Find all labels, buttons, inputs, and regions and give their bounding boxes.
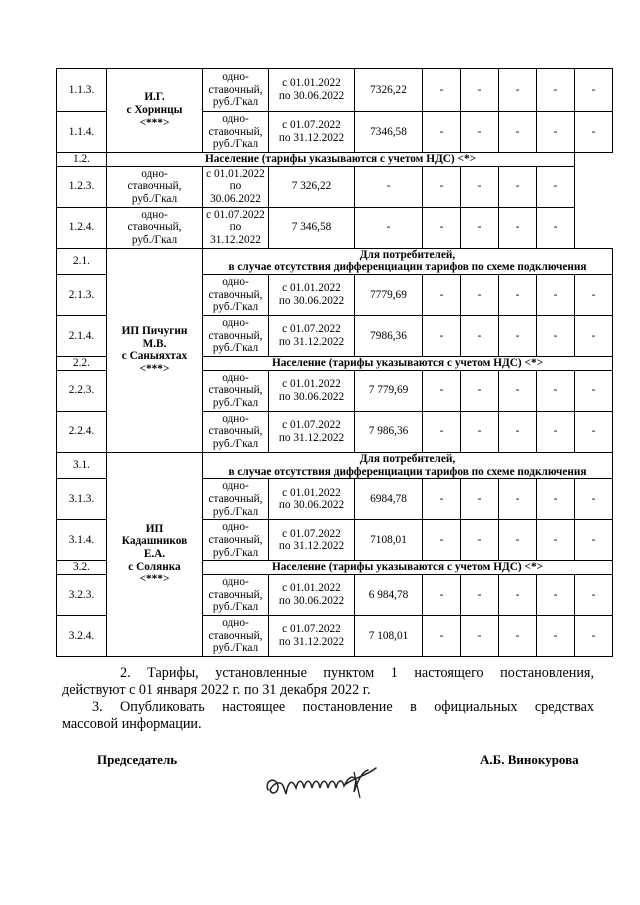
tariff-period	[269, 112, 355, 153]
empty-value-dash: -	[537, 615, 575, 656]
tariff-period	[269, 574, 355, 615]
group-header	[203, 452, 613, 478]
row-number: 1.2.4.	[57, 207, 107, 248]
empty-value-dash: -	[423, 207, 461, 248]
empty-value-dash: -	[423, 69, 461, 112]
empty-value-dash: -	[423, 316, 461, 357]
empty-value-dash: -	[423, 370, 461, 411]
row-number: 3.2.	[57, 561, 107, 575]
tariff-period-line: по 31.12.2022	[278, 635, 345, 648]
tariff-unit-line: одно-	[222, 480, 249, 493]
empty-value-dash: -	[461, 520, 499, 561]
group-header	[203, 248, 613, 274]
empty-value-dash: -	[423, 615, 461, 656]
tariff-unit-line: ставочный,	[127, 180, 182, 193]
organization-cell	[107, 248, 203, 452]
empty-value-dash: -	[575, 615, 613, 656]
tariff-unit	[203, 520, 269, 561]
row-number: 1.2.	[57, 153, 107, 167]
empty-value-dash: -	[461, 166, 499, 207]
empty-value-dash: -	[461, 479, 499, 520]
signatory-role: Председатель	[97, 752, 178, 767]
tariff-unit-line: руб./Гкал	[212, 342, 259, 355]
tariff-unit-line: одно-	[222, 317, 249, 330]
empty-value-dash: -	[575, 411, 613, 452]
tariff-unit-line: руб./Гкал	[212, 546, 259, 559]
empty-value-dash: -	[575, 479, 613, 520]
row-number: 1.2.3.	[57, 166, 107, 207]
row-number: 3.2.4.	[57, 615, 107, 656]
tariff-unit	[203, 112, 269, 153]
paragraph-3-line-2: массовой информации.	[62, 716, 202, 732]
table-row	[57, 153, 613, 167]
organization-line: с Саныяхтах	[121, 350, 188, 363]
tariff-period-line: по 31.12.2022	[278, 132, 345, 144]
tariff-period-line: по 30.06.2022	[278, 390, 345, 403]
tariff-unit-line: руб./Гкал	[212, 642, 259, 655]
empty-value-dash: -	[537, 69, 575, 112]
signatory-name: А.Б. Винокурова	[480, 752, 579, 767]
tariff-period-line: по 31.12.2022	[210, 221, 261, 247]
tariff-period	[269, 316, 355, 357]
tariff-period-line: с 01.01.2022	[206, 167, 265, 180]
empty-value-dash: -	[575, 112, 613, 153]
paragraph-3-cont	[62, 716, 594, 733]
tariff-unit-line: ставочный,	[127, 221, 182, 234]
tariff-unit-line: одно-	[222, 112, 249, 125]
tariff-period-line: с 01.01.2022	[282, 282, 341, 295]
tariff-period-line: по 31.12.2022	[278, 336, 345, 349]
empty-value-dash: -	[461, 69, 499, 112]
empty-value-dash: -	[461, 207, 499, 248]
empty-value-dash: -	[537, 411, 575, 452]
tariff-unit-line: одно-	[222, 521, 249, 534]
group-header-line: Для потребителей,	[359, 452, 456, 465]
tariff-unit	[107, 166, 203, 207]
tariff-unit-line: одно-	[222, 70, 249, 83]
organization-line: <***>	[139, 116, 170, 129]
tariff-value: 7 346,58	[269, 207, 355, 248]
organization-cell	[107, 69, 203, 153]
organization-line: Е.А.	[143, 548, 166, 561]
tariff-period-line: с 01.07.2022	[282, 623, 341, 636]
tariff-unit	[203, 316, 269, 357]
tariff-unit-line: ставочный,	[208, 588, 263, 601]
group-header-line: в случае отсутствия дифференциации тарифов по схеме подключения	[228, 465, 587, 478]
empty-value-dash: -	[355, 207, 423, 248]
organization-line: <***>	[139, 362, 170, 375]
tariff-period-line: с 01.01.2022	[282, 378, 341, 391]
tariff-unit-line: ставочный,	[208, 492, 263, 505]
empty-value-dash: -	[575, 370, 613, 411]
empty-value-dash: -	[537, 370, 575, 411]
tariff-period	[203, 207, 269, 248]
empty-value-dash: -	[499, 316, 537, 357]
organization-line: Кадашников	[121, 535, 188, 548]
row-number: 2.1.3.	[57, 275, 107, 316]
empty-value-dash: -	[423, 275, 461, 316]
tariff-period-line: с 01.07.2022	[282, 119, 341, 132]
paragraph-2-line-2: действуют с 01 января 2022 г. по 31 декабря 2022 г.	[62, 682, 371, 698]
row-number: 3.2.3.	[57, 574, 107, 615]
empty-value-dash: -	[499, 411, 537, 452]
tariff-unit	[203, 275, 269, 316]
row-number: 3.1.4.	[57, 520, 107, 561]
group-header-line: Для потребителей,	[359, 248, 456, 261]
tariff-unit-line: одно-	[222, 371, 249, 384]
organization-line: И.Г.	[144, 91, 165, 104]
group-header-line: в случае отсутствия дифференциации тарифов по схеме подключения	[228, 261, 587, 274]
tariff-unit-line: ставочный,	[208, 533, 263, 546]
empty-value-dash: -	[537, 479, 575, 520]
tariff-period-line: с 01.01.2022	[282, 486, 341, 499]
empty-value-dash: -	[499, 207, 537, 248]
row-number: 1.1.4.	[57, 112, 107, 153]
tariff-value: 7 108,01	[355, 615, 423, 656]
tariff-unit-line: руб./Гкал	[212, 438, 259, 451]
tariff-table	[56, 68, 613, 657]
tariff-unit-line: одно-	[222, 616, 249, 629]
tariff-value: 6984,78	[355, 479, 423, 520]
empty-value-dash: -	[461, 411, 499, 452]
tariff-period-line: по 30.06.2022	[278, 594, 345, 607]
row-number: 2.1.	[57, 248, 107, 274]
row-number: 3.1.	[57, 452, 107, 478]
row-number: 1.1.3.	[57, 69, 107, 112]
empty-value-dash: -	[461, 370, 499, 411]
empty-value-dash: -	[499, 166, 537, 207]
tariff-period-line: с 01.07.2022	[282, 419, 341, 432]
table-row	[57, 248, 613, 274]
tariff-unit-line: одно-	[141, 208, 168, 221]
tariff-period-line: по 31.12.2022	[278, 540, 345, 553]
organization-line: с Хоринцы	[126, 104, 183, 117]
tariff-period-line: по 30.06.2022	[210, 180, 261, 206]
tariff-unit-line: ставочный,	[208, 425, 263, 438]
table-row	[57, 166, 613, 207]
paragraph-2-cont	[62, 682, 594, 699]
empty-value-dash: -	[499, 370, 537, 411]
tariff-unit-line: руб./Гкал	[131, 234, 178, 247]
tariff-period-line: по 30.06.2022	[278, 295, 345, 308]
tariff-value: 6 984,78	[355, 574, 423, 615]
tariff-value: 7108,01	[355, 520, 423, 561]
tariff-period	[269, 411, 355, 452]
organization-line: с Солянка	[128, 560, 181, 573]
row-number: 2.2.3.	[57, 370, 107, 411]
tariff-period	[269, 615, 355, 656]
tariff-unit-line: руб./Гкал	[212, 301, 259, 314]
tariff-period	[269, 69, 355, 112]
row-number: 2.2.4.	[57, 411, 107, 452]
tariff-unit-line: одно-	[222, 412, 249, 425]
tariff-period	[269, 520, 355, 561]
tariff-value: 7986,36	[355, 316, 423, 357]
empty-value-dash: -	[575, 275, 613, 316]
empty-value-dash: -	[461, 112, 499, 153]
empty-value-dash: -	[499, 574, 537, 615]
empty-value-dash: -	[423, 520, 461, 561]
tariff-unit-line: ставочный,	[208, 384, 263, 397]
empty-value-dash: -	[423, 166, 461, 207]
group-header: Население (тарифы указываются с учетом НДС) <*>	[107, 153, 575, 167]
empty-value-dash: -	[499, 615, 537, 656]
empty-value-dash: -	[461, 615, 499, 656]
empty-value-dash: -	[499, 69, 537, 112]
table-row	[57, 69, 613, 112]
empty-value-dash: -	[537, 112, 575, 153]
tariff-period-line: с 01.01.2022	[282, 77, 341, 90]
tariff-value: 7326,22	[355, 69, 423, 112]
organization-line: <***>	[139, 573, 170, 586]
tariff-period	[203, 166, 269, 207]
tariff-value: 7 326,22	[269, 166, 355, 207]
tariff-unit-line: ставочный,	[208, 83, 263, 96]
empty-value-dash: -	[423, 411, 461, 452]
row-number: 2.2.	[57, 357, 107, 371]
paragraph-2	[92, 665, 594, 682]
tariff-period-line: по 30.06.2022	[278, 90, 345, 102]
empty-value-dash: -	[461, 275, 499, 316]
handwritten-signature	[262, 758, 380, 806]
paragraph-3	[92, 699, 594, 716]
tariff-unit-line: руб./Гкал	[131, 193, 178, 206]
tariff-period-line: по 31.12.2022	[278, 431, 345, 444]
empty-value-dash: -	[575, 316, 613, 357]
tariff-unit-line: ставочный,	[208, 329, 263, 342]
tariff-unit-line: руб./Гкал	[212, 138, 259, 151]
empty-value-dash: -	[499, 275, 537, 316]
tariff-value: 7346,58	[355, 112, 423, 153]
paragraph-2-line-1: 2. Тарифы, установленные пунктом 1 настоящего постановления,	[120, 665, 594, 681]
organization-line: ИП Пичугин	[121, 324, 188, 337]
tariff-unit-line: одно-	[222, 575, 249, 588]
empty-value-dash: -	[355, 166, 423, 207]
empty-value-dash: -	[537, 166, 575, 207]
tariff-value: 7 986,36	[355, 411, 423, 452]
empty-value-dash: -	[423, 574, 461, 615]
tariff-period	[269, 370, 355, 411]
tariff-unit-line: одно-	[141, 167, 168, 180]
organization-line: ИП	[145, 522, 164, 535]
tariff-unit	[107, 207, 203, 248]
tariff-period-line: с 01.07.2022	[206, 208, 265, 221]
empty-value-dash: -	[423, 112, 461, 153]
tariff-unit	[203, 411, 269, 452]
tariff-unit-line: одно-	[222, 276, 249, 289]
tariff-unit-line: руб./Гкал	[212, 397, 259, 410]
tariff-unit-line: руб./Гкал	[212, 96, 259, 109]
empty-value-dash: -	[575, 69, 613, 112]
empty-value-dash: -	[461, 316, 499, 357]
organization-cell	[107, 452, 203, 656]
tariff-unit	[203, 615, 269, 656]
empty-value-dash: -	[499, 112, 537, 153]
tariff-period-line: с 01.01.2022	[282, 582, 341, 595]
tariff-unit-line: руб./Гкал	[212, 505, 259, 518]
group-header: Население (тарифы указываются с учетом НДС) <*>	[203, 357, 613, 371]
tariff-unit-line: ставочный,	[208, 629, 263, 642]
table-row	[57, 207, 613, 248]
tariff-period	[269, 479, 355, 520]
tariff-unit-line: руб./Гкал	[212, 601, 259, 614]
tariff-unit	[203, 370, 269, 411]
tariff-period-line: с 01.07.2022	[282, 527, 341, 540]
tariff-value: 7779,69	[355, 275, 423, 316]
empty-value-dash: -	[537, 316, 575, 357]
tariff-period-line: по 30.06.2022	[278, 499, 345, 512]
tariff-unit	[203, 479, 269, 520]
row-number: 3.1.3.	[57, 479, 107, 520]
empty-value-dash: -	[461, 574, 499, 615]
tariff-unit	[203, 69, 269, 112]
tariff-value: 7 779,69	[355, 370, 423, 411]
organization-line: М.В.	[142, 337, 167, 350]
tariff-unit	[203, 574, 269, 615]
empty-value-dash: -	[575, 574, 613, 615]
tariff-period-line: с 01.07.2022	[282, 323, 341, 336]
empty-value-dash: -	[537, 520, 575, 561]
table-row	[57, 452, 613, 478]
empty-value-dash: -	[575, 520, 613, 561]
tariff-unit-line: ставочный,	[208, 288, 263, 301]
empty-value-dash: -	[499, 520, 537, 561]
empty-value-dash: -	[423, 479, 461, 520]
empty-value-dash: -	[537, 275, 575, 316]
tariff-period	[269, 275, 355, 316]
empty-value-dash: -	[537, 207, 575, 248]
empty-value-dash: -	[499, 479, 537, 520]
group-header: Население (тарифы указываются с учетом НДС) <*>	[203, 561, 613, 575]
paragraph-3-line-1: 3. Опубликовать настоящее постановление в официальных средствах	[92, 699, 594, 715]
tariff-table-body	[57, 69, 613, 657]
row-number: 2.1.4.	[57, 316, 107, 357]
tariff-unit-line: ставочный,	[208, 125, 263, 138]
empty-value-dash: -	[537, 574, 575, 615]
